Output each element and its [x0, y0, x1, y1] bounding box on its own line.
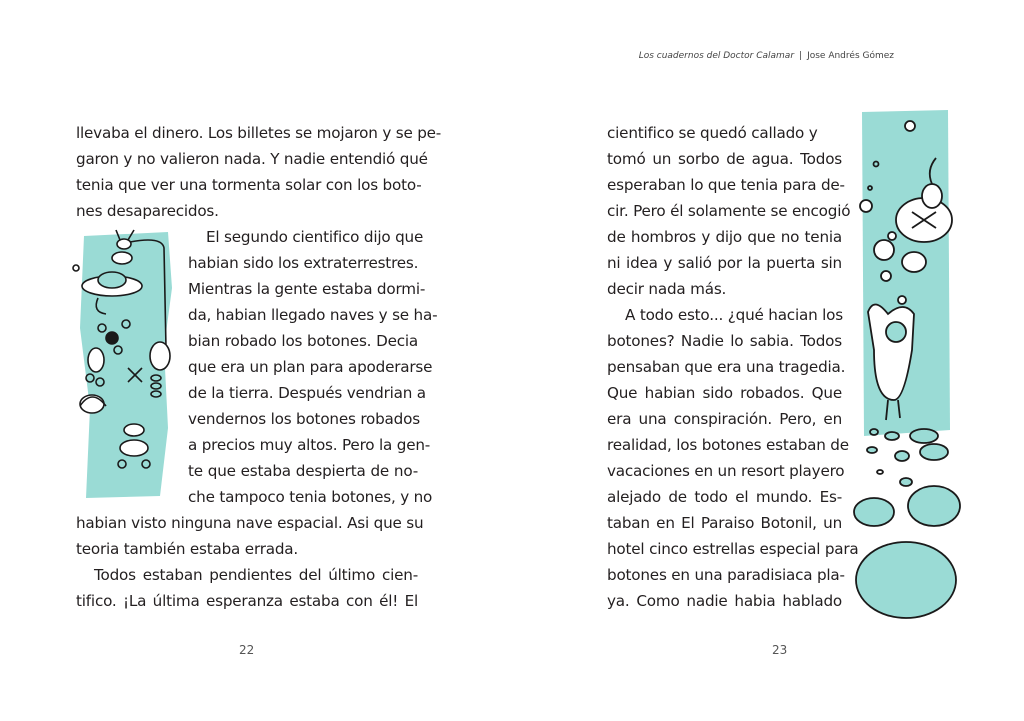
text-line: tenia que ver una tormenta solar con los boto-: [76, 176, 422, 194]
text-line: da, habian llegado naves y se ha-: [188, 306, 438, 324]
left-bottom-paragraph: [76, 510, 424, 614]
text-line: garon y no valieron nada. Y nadie entendió qué: [76, 150, 428, 168]
text-line: nes desaparecidos.: [76, 202, 219, 220]
text-line: a precios muy altos. Pero la gen-: [188, 436, 431, 454]
text-line: Que habian sido robados. Que: [607, 384, 842, 402]
text-line: hotel cinco estrellas especial para: [607, 540, 859, 558]
text-line: ni idea y salió por la puerta sin: [607, 254, 842, 272]
text-line: esperaban lo que tenia para de-: [607, 176, 845, 194]
text-line: teoria también estaba errada.: [76, 540, 299, 558]
text-line: tomó un sorbo de agua. Todos: [607, 150, 842, 168]
text-line: A todo esto... ¿qué hacian los: [625, 306, 843, 324]
text-line: habian visto ninguna nave espacial. Asi que su: [76, 514, 424, 532]
page-number: 22: [239, 643, 255, 657]
separator: |: [799, 51, 803, 61]
text-line: che tampoco tenia botones, y no: [188, 488, 433, 506]
text-line: botones? Nadie lo sabia. Todos: [607, 332, 842, 350]
text-line: tifico. ¡La última esperanza estaba con él! El: [76, 592, 418, 610]
left-wrap-paragraph: [188, 224, 438, 510]
text-line: llevaba el dinero. Los billetes se mojaron y se pe-: [76, 124, 442, 142]
text-line: ya. Como nadie habia hablado: [607, 592, 842, 610]
text-line: te que estaba despierta de no-: [188, 462, 418, 480]
text-line: El segundo cientifico dijo que: [206, 228, 424, 246]
text-line: cir. Pero él solamente se encogió: [607, 202, 851, 220]
left-top-paragraph: [76, 120, 442, 224]
page-number: 23: [772, 643, 788, 657]
text-line: habian sido los extraterrestres.: [188, 254, 419, 272]
text-line: alejado de todo el mundo. Es-: [607, 488, 842, 506]
text-line: realidad, los botones estaban de: [607, 436, 849, 454]
text-line: cientifico se quedó callado y: [607, 124, 818, 142]
text-line: Mientras la gente estaba dormi-: [188, 280, 426, 298]
text-line: vendernos los botones robados: [188, 410, 420, 428]
text-line: de la tierra. Después vendrian a: [188, 384, 426, 402]
text-line: pensaban que era una tragedia.: [607, 358, 846, 376]
flying-saucer-illustration: [72, 228, 184, 500]
text-line: que era un plan para apoderarse: [188, 358, 433, 376]
text-line: vacaciones en un resort playero: [607, 462, 845, 480]
text-line: taban en El Paraiso Botonil, un: [607, 514, 842, 532]
text-line: decir nada más.: [607, 280, 727, 298]
diver-bubbles-illustration: [844, 100, 974, 630]
text-line: era una conspiración. Pero, en: [607, 410, 842, 428]
text-line: de hombros y dijo que no tenia: [607, 228, 842, 246]
running-head: [639, 51, 894, 61]
book-title: Los cuadernos del Doctor Calamar: [638, 51, 795, 61]
text-line: Todos estaban pendientes del último cien-: [94, 566, 418, 584]
text-line: botones en una paradisiaca pla-: [607, 566, 845, 584]
text-line: bian robado los botones. Decia: [188, 332, 418, 350]
author-name: Jose Andrés Gómez: [807, 51, 894, 61]
right-page: [512, 0, 1024, 721]
right-text: [607, 120, 859, 614]
